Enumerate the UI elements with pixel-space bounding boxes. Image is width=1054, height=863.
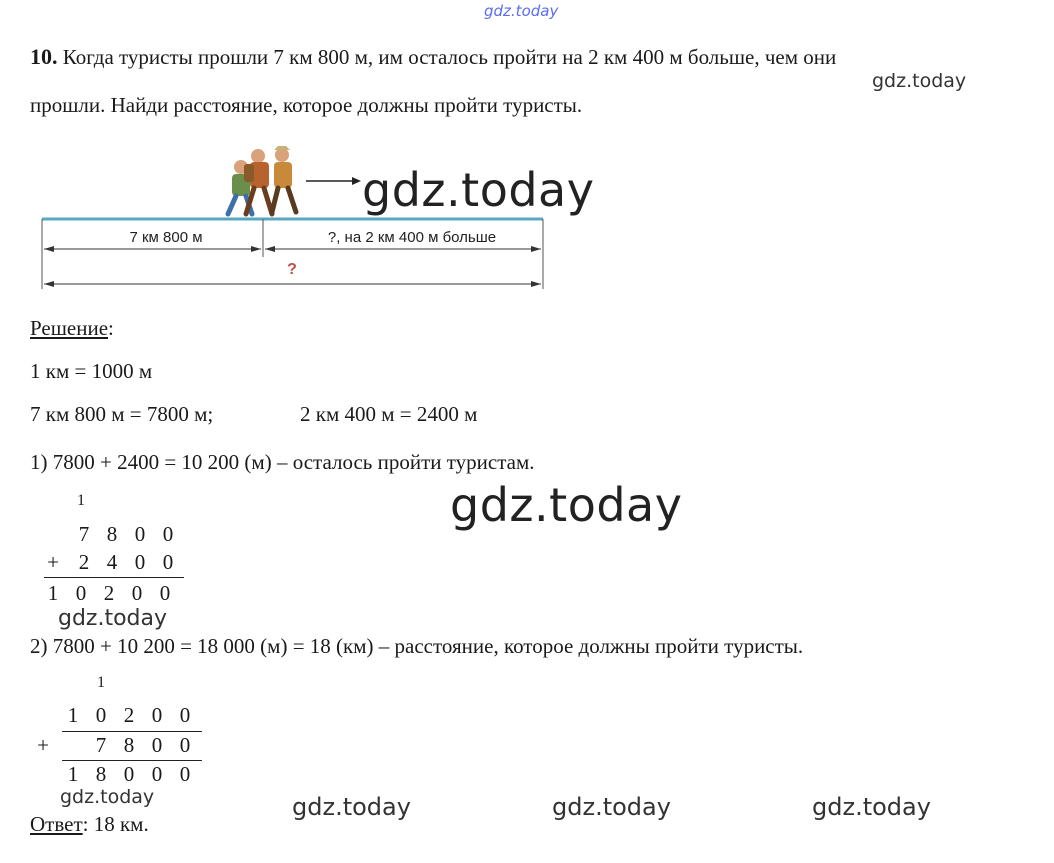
conversion-line: 1 км = 1000 м — [30, 359, 153, 383]
watermark-small: gdz.today — [812, 793, 931, 821]
digit: 0 — [179, 703, 191, 727]
watermark-small: gdz.today — [292, 793, 411, 821]
carry-digit: 1 — [97, 674, 105, 691]
digit: 0 — [162, 550, 174, 574]
digit: 0 — [151, 733, 163, 757]
given-b: 2 км 400 м = 2400 м — [300, 402, 478, 426]
watermark-small: gdz.today — [58, 606, 168, 631]
digit: 2 — [123, 703, 135, 727]
movement-arrow — [306, 177, 361, 185]
problem-text-2: прошли. Найди расстояние, которое должны пройти туристы. — [30, 93, 583, 117]
digit: 0 — [151, 703, 163, 727]
carry-digit: 1 — [77, 492, 85, 509]
digit: 0 — [162, 522, 174, 546]
watermark-small: gdz.today — [60, 786, 155, 808]
total-label: ? — [287, 261, 297, 278]
digit: 0 — [179, 762, 191, 786]
solution-heading-text: Решение — [30, 316, 109, 340]
sum-line-top — [62, 731, 202, 732]
answer-label: Ответ — [30, 812, 83, 836]
digit: 0 — [134, 522, 146, 546]
digit: 0 — [123, 762, 135, 786]
digit: 0 — [131, 581, 143, 605]
digit: 8 — [123, 733, 135, 757]
sum-line — [44, 577, 184, 578]
answer-value: : 18 км. — [82, 812, 149, 836]
given-a: 7 км 800 м = 7800 м; — [30, 402, 214, 426]
digit: 0 — [95, 703, 107, 727]
problem-line-1 — [30, 44, 836, 70]
segment-2-label: ?, на 2 км 400 м больше — [327, 229, 497, 246]
watermark-small: gdz.today — [872, 70, 967, 92]
solution-heading-colon: : — [108, 316, 114, 340]
digit: 0 — [134, 550, 146, 574]
segment-1-label: 7 км 800 м — [129, 229, 203, 246]
watermark-big-2: gdz.today — [450, 478, 683, 532]
digit: 0 — [151, 762, 163, 786]
digit: 4 — [106, 550, 118, 574]
digit: 2 — [103, 581, 115, 605]
watermark-big-1: gdz.today — [362, 163, 595, 217]
sum-line — [62, 760, 202, 761]
digit: 1 — [67, 762, 79, 786]
digit: 7 — [95, 733, 107, 757]
digit: 1 — [67, 703, 79, 727]
digit: 0 — [179, 733, 191, 757]
problem-number: 10. — [30, 44, 58, 69]
watermark-top: gdz.today — [484, 2, 559, 20]
digit: 0 — [159, 581, 171, 605]
digit: 7 — [78, 522, 90, 546]
digit: 2 — [78, 550, 90, 574]
watermark-small: gdz.today — [552, 793, 671, 821]
hikers-illustration — [228, 146, 296, 214]
digit: 8 — [95, 762, 107, 786]
digit: 1 — [47, 581, 59, 605]
digit: 8 — [106, 522, 118, 546]
plus-sign: + — [47, 550, 59, 574]
problem-text-1: Когда туристы прошли 7 км 800 м, им осталось пройти на 2 км 400 м больше, чем они — [62, 45, 837, 69]
digit: 0 — [75, 581, 87, 605]
step-1: 1) 7800 + 2400 = 10 200 (м) – осталось пройти туристам. — [30, 450, 535, 474]
step-2: 2) 7800 + 10 200 = 18 000 (м) = 18 (км) – расстояние, которое должны пройти туристы. — [30, 634, 804, 658]
answer-line — [30, 812, 149, 837]
solution-heading — [30, 316, 114, 341]
plus-sign: + — [37, 733, 49, 757]
